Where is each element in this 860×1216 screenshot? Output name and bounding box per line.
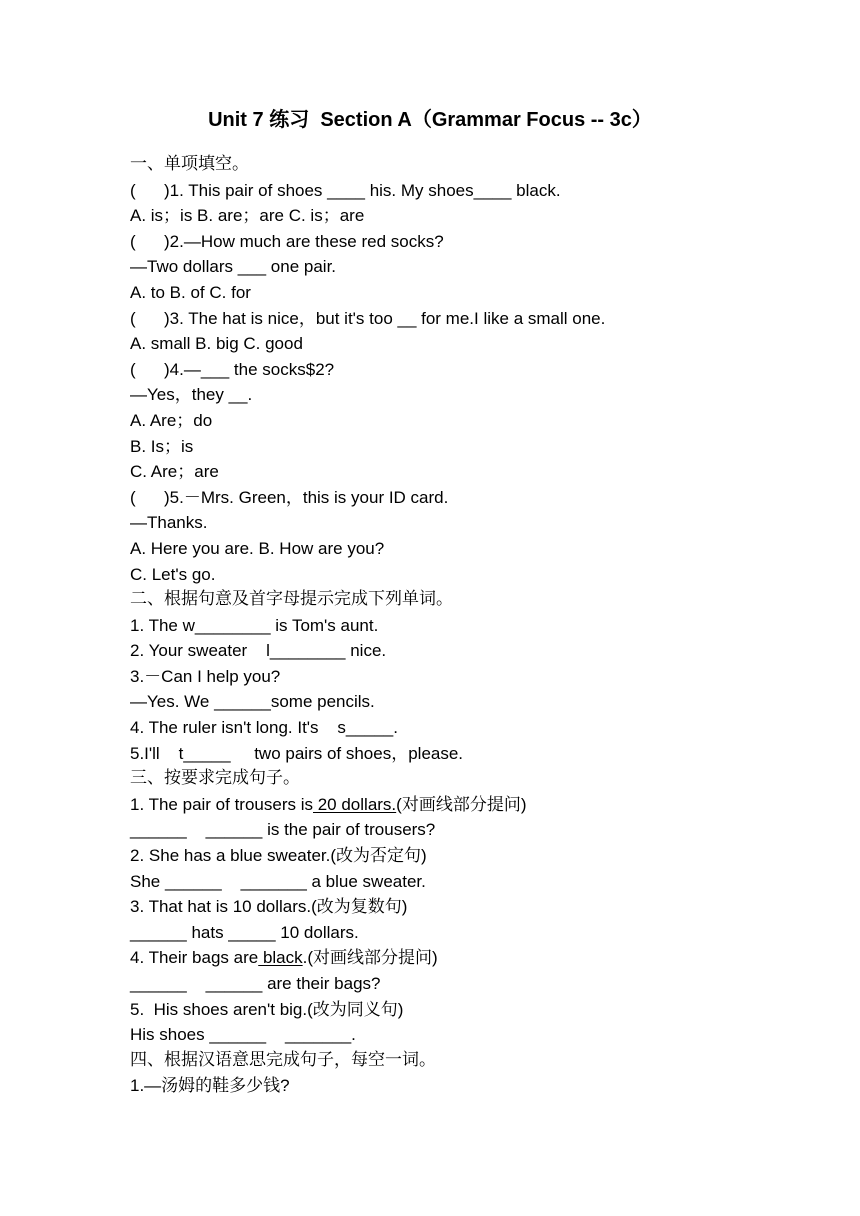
line-text: ______ hats _____ 10 dollars.	[130, 922, 359, 942]
exercise-line	[130, 178, 830, 204]
exercise-line	[130, 945, 830, 971]
line-text: —Yes. We ______some pencils.	[130, 692, 375, 712]
line-text: —Yes，they __.	[130, 385, 253, 405]
exercise-line	[130, 382, 830, 408]
exercise-line	[130, 254, 830, 280]
exercise-lines	[130, 152, 830, 1099]
exercise-line	[130, 1073, 830, 1099]
line-text: A. Are；do	[130, 410, 213, 430]
line-text: 4. Their bags are	[130, 948, 259, 968]
exercise-line	[130, 664, 830, 690]
section-heading	[130, 1048, 830, 1074]
exercise-line	[130, 817, 830, 843]
exercise-line	[130, 741, 830, 767]
line-text: 2. She has a blue sweater.(改为否定句)	[130, 846, 427, 866]
line-text: —Thanks.	[130, 513, 208, 533]
exercise-line	[130, 459, 830, 485]
line-text: ( )2.—How much are these red socks?	[130, 231, 444, 251]
underlined-part: 20 dollars.	[313, 794, 397, 814]
exercise-line	[130, 1022, 830, 1048]
exercise-line	[130, 357, 830, 383]
line-text: 1. The w________ is Tom's aunt.	[130, 615, 379, 635]
exercise-line	[130, 689, 830, 715]
worksheet-title: Unit 7 练习 Section A（Grammar Focus -- 3c）	[208, 109, 652, 131]
line-text: ( )5.－Mrs. Green，this is your ID card.	[130, 487, 449, 507]
exercise-line	[130, 920, 830, 946]
line-text: She ______ _______ a blue sweater.	[130, 871, 426, 891]
line-text: 1.—汤姆的鞋多少钱?	[130, 1076, 290, 1096]
exercise-line	[130, 331, 830, 357]
line-text: C. Let's go.	[130, 564, 216, 584]
exercise-line	[130, 792, 830, 818]
exercise-line	[130, 485, 830, 511]
line-text: 4. The ruler isn't long. It's s_____.	[130, 718, 398, 738]
underlined-part: black	[258, 948, 303, 968]
exercise-line	[130, 408, 830, 434]
line-text: 3.－Can I help you?	[130, 666, 281, 686]
exercise-line	[130, 997, 830, 1023]
line-text: C. Are；are	[130, 462, 219, 482]
line-text: A. is；is B. are；are C. is；are	[130, 206, 365, 226]
exercise-line	[130, 638, 830, 664]
line-text: ______ ______ are their bags?	[130, 974, 381, 993]
line-text: A. to B. of C. for	[130, 282, 251, 302]
line-text: ( )1. This pair of shoes ____ his. My shoes____ black.	[130, 180, 561, 200]
line-text: ( )4.—___ the socks$2?	[130, 359, 335, 379]
line-text: His shoes ______ _______.	[130, 1025, 356, 1045]
section-heading	[130, 587, 830, 613]
exercise-line	[130, 280, 830, 306]
line-text: 三、按要求完成句子。	[130, 768, 300, 789]
exercise-line	[130, 715, 830, 741]
line-text: A. small B. big C. good	[130, 334, 303, 354]
line-text: 1. The pair of trousers is	[130, 794, 313, 814]
section-heading	[130, 766, 830, 792]
exercise-line	[130, 971, 830, 997]
line-text: ______ ______ is the pair of trousers?	[130, 820, 436, 840]
exercise-line	[130, 869, 830, 895]
line-text: 5.I'll t_____ two pairs of shoes，please.	[130, 743, 464, 763]
exercise-line	[130, 894, 830, 920]
line-text: —Two dollars ___ one pair.	[130, 257, 337, 277]
line-text: B. Is；is	[130, 436, 194, 456]
line-text: 一、单项填空。	[130, 154, 249, 174]
line-text: 2. Your sweater l________ nice.	[130, 641, 387, 661]
line-text: A. Here you are. B. How are you?	[130, 538, 385, 558]
exercise-line	[130, 510, 830, 536]
exercise-line	[130, 203, 830, 229]
section-heading	[130, 152, 830, 178]
exercise-line	[130, 229, 830, 255]
exercise-line	[130, 434, 830, 460]
line-text: 5. His shoes aren't big.(改为同义句)	[130, 999, 404, 1019]
line-text: 3. That hat is 10 dollars.(改为复数句)	[130, 897, 408, 917]
exercise-line	[130, 562, 830, 588]
line-text: 四、根据汉语意思完成句子，每空一词。	[130, 1049, 436, 1070]
exercise-line	[130, 536, 830, 562]
line-text: ( )3. The hat is nice，but it's too __ for me.I like a small one.	[130, 308, 606, 328]
exercise-line	[130, 843, 830, 869]
line-instruction: .(对画线部分提问)	[302, 948, 438, 968]
line-text: 二、根据句意及首字母提示完成下列单词。	[130, 589, 453, 610]
exercise-line	[130, 613, 830, 639]
line-instruction: (对画线部分提问)	[396, 794, 527, 814]
exercise-line	[130, 306, 830, 332]
